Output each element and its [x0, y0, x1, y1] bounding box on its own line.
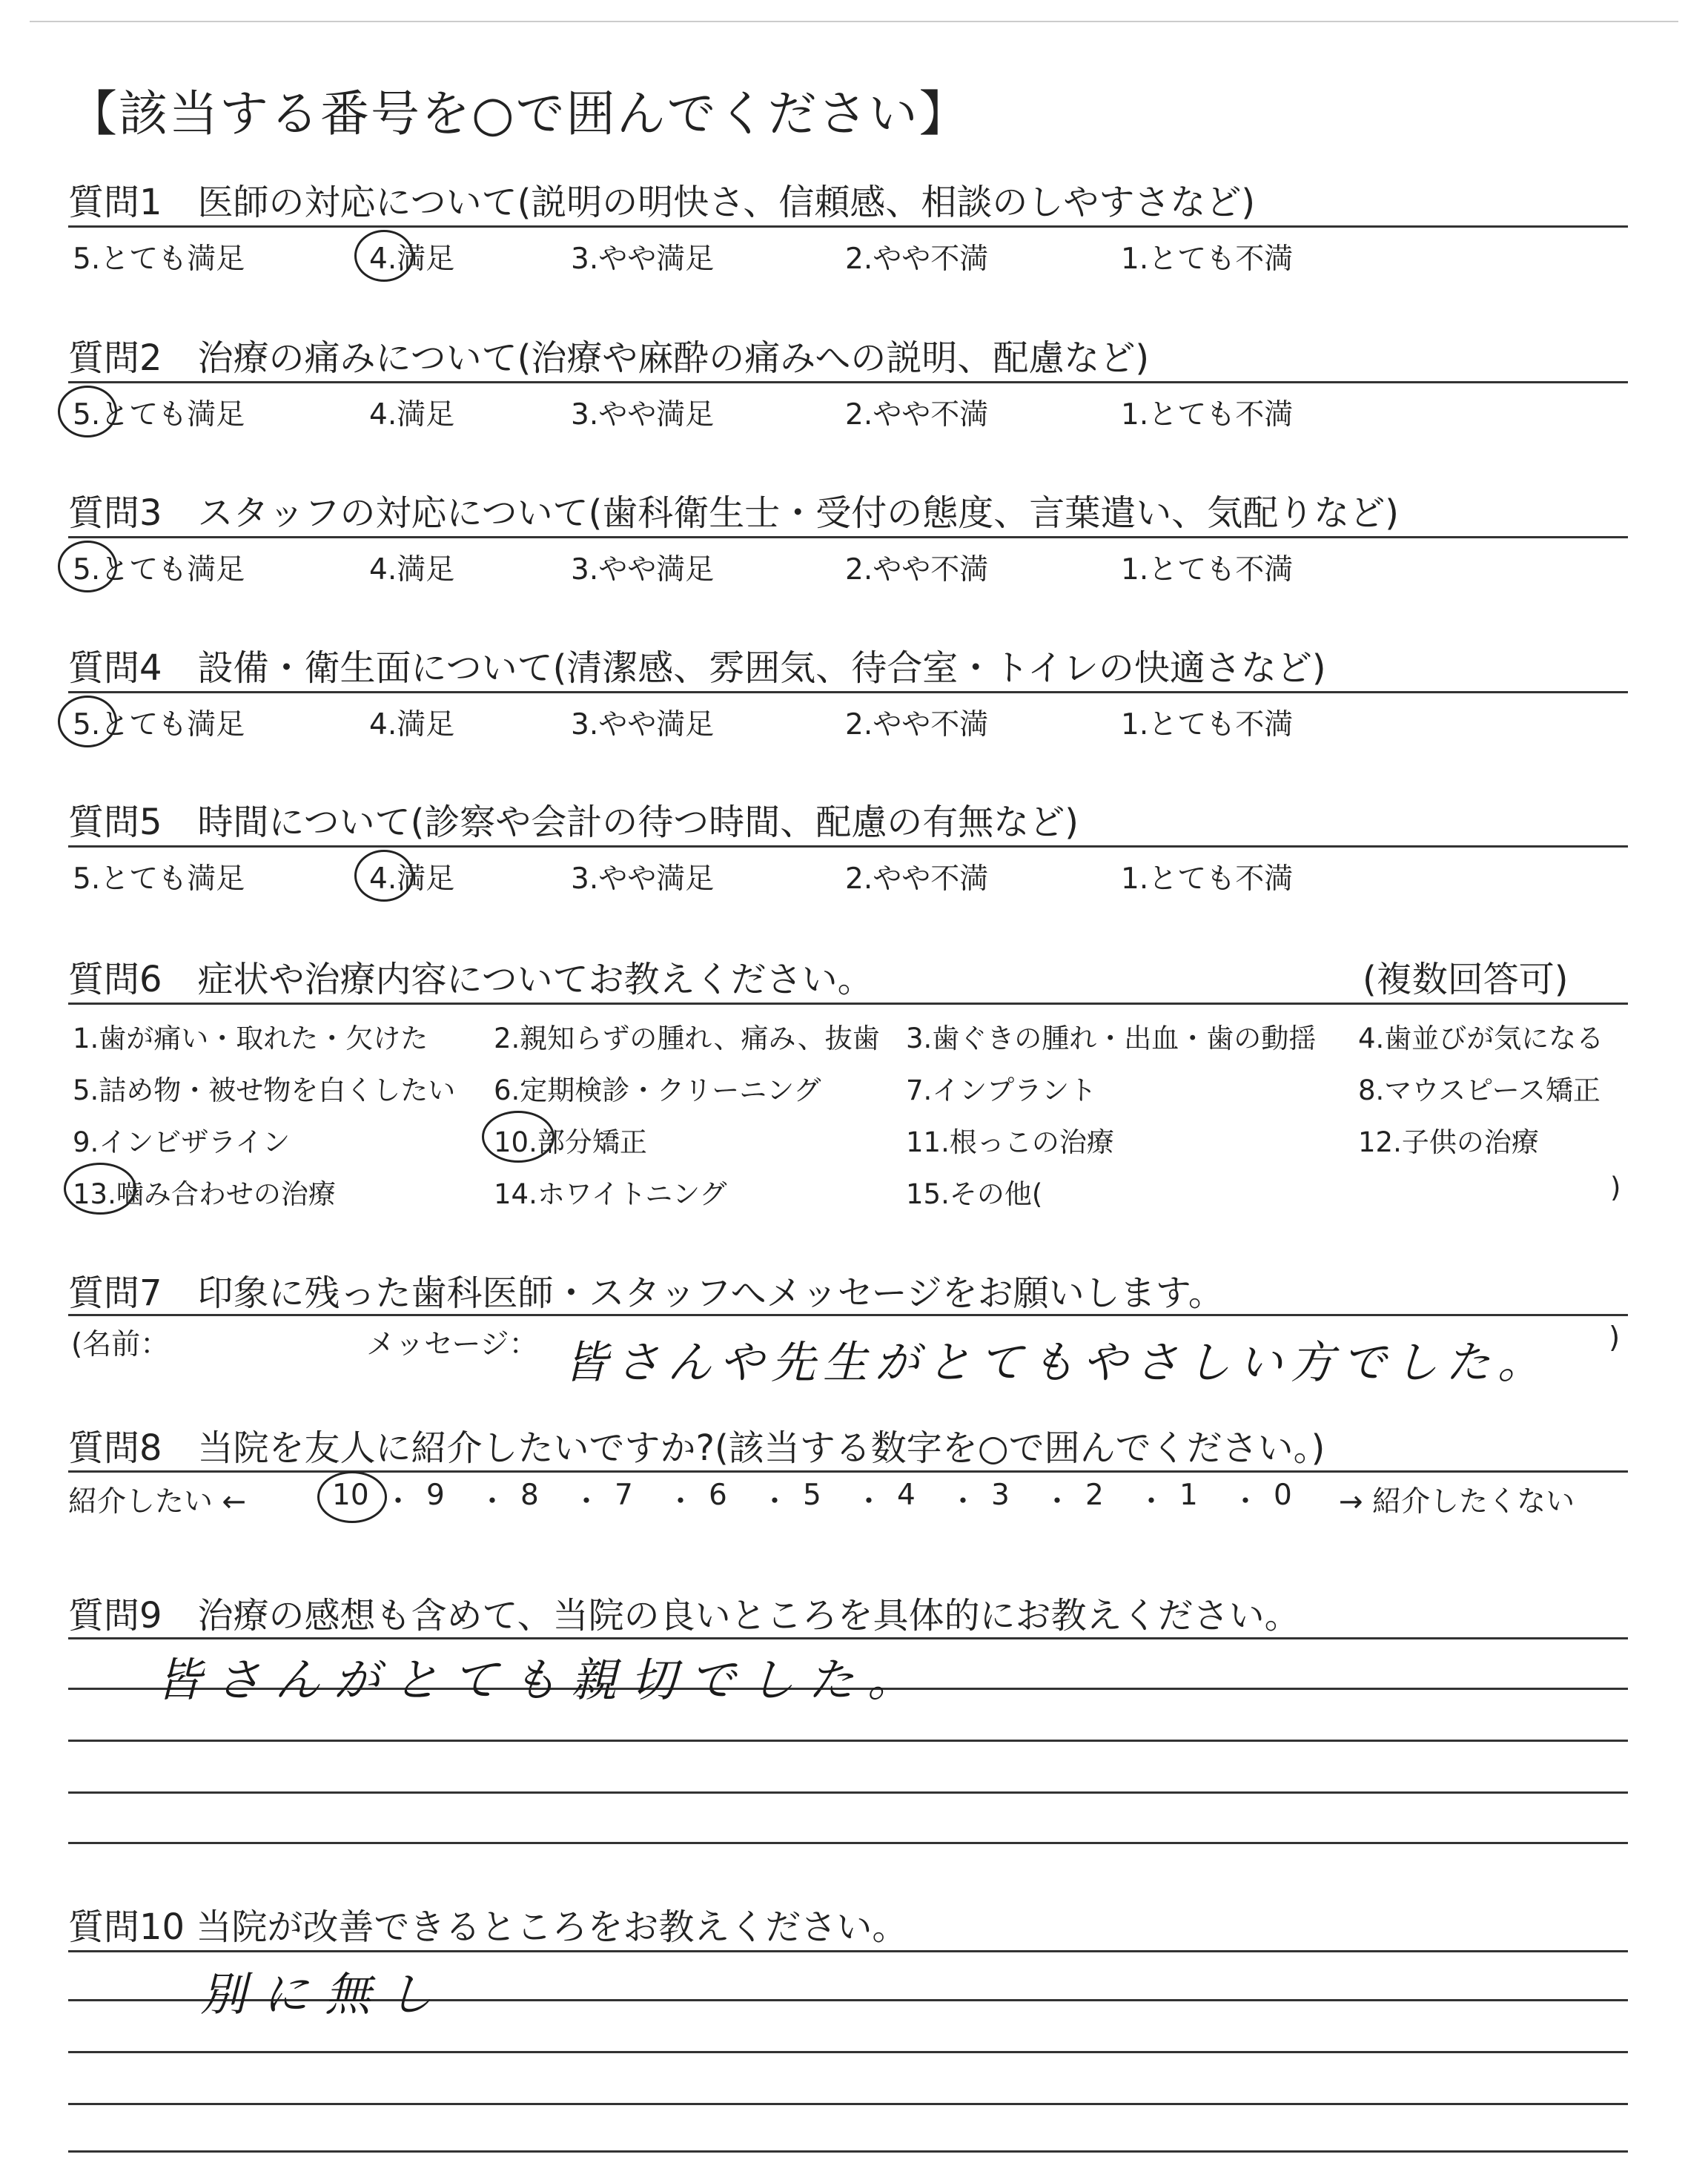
q8-rule [68, 1470, 1628, 1473]
q2-option-3: 3.やや満足 [571, 398, 715, 432]
q5-option-3: 3.やや満足 [571, 862, 715, 896]
q9-answer-handwriting: 皆さんがとても親切でした。 [156, 1653, 927, 1707]
q3-option-2: 2.やや不満 [845, 553, 989, 587]
q4-option-5: 5.とても満足 [73, 708, 245, 742]
top-edge-line [30, 21, 1678, 22]
q4-title: 質問4 設備・衛生面について(清潔感、雰囲気、待合室・トイレの快適さなど) [68, 647, 1326, 689]
q6-option-8: 8.マウスピース矯正 [1358, 1074, 1601, 1106]
q3-title: 質問3 スタッフの対応について(歯科衛生士・受付の態度、言葉遣い、気配りなど) [68, 492, 1400, 534]
q10-answer-handwriting: 別に無し [200, 1967, 450, 2021]
q2-option-2: 2.やや不満 [845, 398, 989, 432]
q6-option-1: 1.歯が痛い・取れた・欠けた [73, 1023, 428, 1054]
q8-scale-dot-9: ・ [1136, 1485, 1166, 1519]
q1-option-1: 1.とても不満 [1121, 242, 1294, 276]
q4-selected-circle [58, 696, 117, 747]
q9-line-3 [68, 1740, 1628, 1742]
q1-option-3: 3.やや満足 [571, 242, 715, 276]
q9-line-1 [68, 1637, 1628, 1639]
q1-option-4: 4.満足 [369, 242, 455, 276]
q8-title: 質問8 当院を友人に紹介したいですか?(該当する数字を○で囲んでください。) [68, 1427, 1325, 1469]
q4-option-4: 4.満足 [369, 708, 455, 742]
q7-message-label: メッセージ： [366, 1328, 538, 1361]
q4-option-2: 2.やや不満 [845, 708, 989, 742]
q6-title: 質問6 症状や治療内容についてお教えください。 [68, 959, 873, 1000]
q3-option-1: 1.とても不満 [1121, 553, 1294, 587]
q1-option-5: 5.とても満足 [73, 242, 245, 276]
q2-selected-circle [58, 386, 117, 437]
q10-line-5 [68, 2150, 1628, 2153]
q5-option-5: 5.とても満足 [73, 862, 245, 896]
q6-option-4: 4.歯並びが気になる [1358, 1023, 1604, 1054]
q8-scale-dot-5: ・ [760, 1485, 790, 1519]
q8-scale-0: 0 [1274, 1479, 1292, 1512]
q8-scale-dot-7: ・ [948, 1485, 978, 1519]
q6-option-12: 12.子供の治療 [1358, 1126, 1539, 1158]
q6-option-11: 11.根っこの治療 [906, 1126, 1114, 1158]
q8-scale-9: 9 [426, 1479, 445, 1512]
q8-scale-dot-8: ・ [1042, 1485, 1072, 1519]
q8-scale-dot-6: ・ [854, 1485, 884, 1519]
page-title: 【該当する番号を○で囲んでください】 [68, 85, 970, 142]
q8-scale-dot-1: ・ [383, 1485, 413, 1519]
q8-scale-3: 3 [991, 1479, 1010, 1512]
q1-selected-circle [354, 230, 414, 282]
q8-scale-dot-10: ・ [1231, 1485, 1260, 1519]
q8-right-label: → 紹介したくない [1339, 1485, 1575, 1519]
q4-option-3: 3.やや満足 [571, 708, 715, 742]
q10-line-3 [68, 2051, 1628, 2053]
q2-rule [68, 381, 1628, 383]
q8-scale-6: 6 [709, 1479, 727, 1512]
q6-option-9: 9.インビザライン [73, 1126, 291, 1158]
q6-rule [68, 1003, 1628, 1005]
q9-line-4 [68, 1791, 1628, 1794]
q5-selected-circle [354, 850, 414, 902]
q8-scale-10: 10 [332, 1479, 369, 1512]
q6-selected-circle-10 [482, 1111, 555, 1163]
q4-rule [68, 691, 1628, 693]
q8-selected-circle [317, 1471, 387, 1523]
q5-option-4: 4.満足 [369, 862, 455, 896]
q10-line-4 [68, 2103, 1628, 2105]
q3-selected-circle [58, 541, 117, 592]
q3-option-5: 5.とても満足 [73, 553, 245, 587]
q10-title: 質問10 当院が改善できるところをお教えください。 [68, 1906, 908, 1948]
q1-title: 質問1 医師の対応について(説明の明快さ、信頼感、相談のしやすさなど) [68, 182, 1256, 223]
q9-title: 質問9 治療の感想も含めて、当院の良いところを具体的にお教えください。 [68, 1595, 1300, 1636]
q6-option-16: ) [1610, 1172, 1621, 1203]
q6-option-2: 2.親知らずの腫れ、痛み、抜歯 [494, 1023, 880, 1054]
q5-option-1: 1.とても不満 [1121, 862, 1294, 896]
q6-option-15: 15.その他( [906, 1178, 1043, 1210]
q8-scale-dot-2: ・ [477, 1485, 507, 1519]
q6-option-3: 3.歯ぐきの腫れ・出血・歯の動揺 [906, 1023, 1317, 1054]
q3-rule [68, 536, 1628, 538]
q6-option-7: 7.インプラント [906, 1074, 1097, 1106]
q6-note: (複数回答可) [1363, 959, 1569, 1000]
q8-scale-7: 7 [615, 1479, 633, 1512]
q6-option-6: 6.定期検診・クリーニング [494, 1074, 821, 1106]
q3-option-3: 3.やや満足 [571, 553, 715, 587]
q2-option-5: 5.とても満足 [73, 398, 245, 432]
q10-line-1 [68, 1950, 1628, 1952]
q6-option-13: 13.噛み合わせの治療 [73, 1178, 336, 1210]
q7-name-label: (名前： [71, 1328, 170, 1361]
q2-option-4: 4.満足 [369, 398, 455, 432]
q4-option-1: 1.とても不満 [1121, 708, 1294, 742]
q8-scale-dot-4: ・ [666, 1485, 695, 1519]
q2-option-1: 1.とても不満 [1121, 398, 1294, 432]
q1-rule [68, 225, 1628, 228]
q2-title: 質問2 治療の痛みについて(治療や麻酔の痛みへの説明、配慮など) [68, 337, 1150, 379]
q7-message-handwriting: 皆さんや先生がとてもやさしい方でした。 [563, 1337, 1549, 1389]
q6-selected-circle-13 [64, 1163, 136, 1215]
q5-rule [68, 845, 1628, 848]
q8-scale-1: 1 [1179, 1479, 1198, 1512]
q5-option-2: 2.やや不満 [845, 862, 989, 896]
q6-option-5: 5.詰め物・被せ物を白くしたい [73, 1074, 456, 1106]
q8-scale-5: 5 [803, 1479, 821, 1512]
q7-title: 質問7 印象に残った歯科医師・スタッフへメッセージをお願いします。 [68, 1272, 1224, 1314]
q8-scale-8: 8 [520, 1479, 539, 1512]
q7-close-paren: ) [1609, 1321, 1621, 1355]
q8-scale-2: 2 [1085, 1479, 1104, 1512]
q9-line-5 [68, 1842, 1628, 1844]
q1-option-2: 2.やや不満 [845, 242, 989, 276]
q6-option-10: 10.部分矯正 [494, 1126, 647, 1158]
q8-scale-4: 4 [897, 1479, 916, 1512]
q7-rule [68, 1314, 1628, 1316]
q3-option-4: 4.満足 [369, 553, 455, 587]
q8-scale-dot-3: ・ [572, 1485, 601, 1519]
q6-option-14: 14.ホワイトニング [494, 1178, 727, 1210]
q5-title: 質問5 時間について(診察や会計の待つ時間、配慮の有無など) [68, 802, 1079, 843]
q8-left-label: 紹介したい ← [68, 1485, 247, 1519]
